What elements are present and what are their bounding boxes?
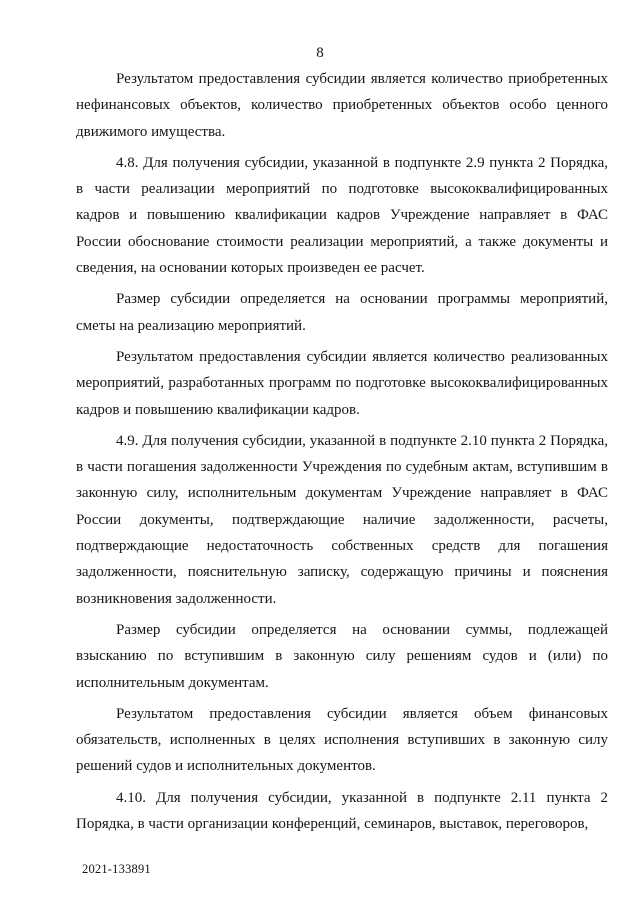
document-body xyxy=(76,66,608,837)
paragraph-result-obligations: Результатом предоставления субсидии является объем финансовых обязательств, исполненных в целях исполнения вступивших в законную силу решений судов и исполнительных документов. xyxy=(76,705,608,775)
paragraph-result-nonfinancial-objects: Результатом предоставления субсидии является количество приобретенных нефинансовых объектов, количество приобретенных объектов особо ценного движимого имущества. xyxy=(76,71,608,140)
document-id: 2021-133891 xyxy=(82,862,151,876)
paragraph-4-10: 4.10. Для получения субсидии, указанной в подпункте 2.11 пункта 2 Порядка, в части организации конференций, семинаров, выставок, переговоров, xyxy=(76,789,608,833)
paragraph-result-events: Результатом предоставления субсидии является количество реализованных мероприятий, разработанных программ по подготовке высококвалифицированных кадров и повышению квалификации кадров. xyxy=(76,348,608,418)
paragraph-4-9: 4.9. Для получения субсидии, указанной в подпункте 2.10 пункта 2 Порядка, в части погашения задолженности Учреждения по судебным актам, вступившим в законную силу, исполнительным документам Учреждение направляет в ФАС России документы, подтверждающие наличие задолженности, расчеты, подтверждающие недостаточность собственных средств для погашения задолженности, пояснительную записку, содержащую причины и пояснения возникновения задолженности. xyxy=(76,432,608,607)
paragraph-subsidy-size-court: Размер субсидии определяется на основании суммы, подлежащей взысканию по вступившим в законную силу решениям судов и (или) по исполнительным документам. xyxy=(76,621,608,691)
page-number: 8 xyxy=(316,45,324,61)
paragraph-4-8: 4.8. Для получения субсидии, указанной в подпункте 2.9 пункта 2 Порядка, в части реализации мероприятий по подготовке высококвалифицированных кадров и повышению квалификации кадров Учреждение направляет в ФАС России обоснование стоимости реализации мероприятий, а также документы и сведения, на основании которых произведен ее расчет. xyxy=(76,154,608,277)
paragraph-subsidy-size-program: Размер субсидии определяется на основании программы мероприятий, сметы на реализацию мероприятий. xyxy=(76,291,608,334)
